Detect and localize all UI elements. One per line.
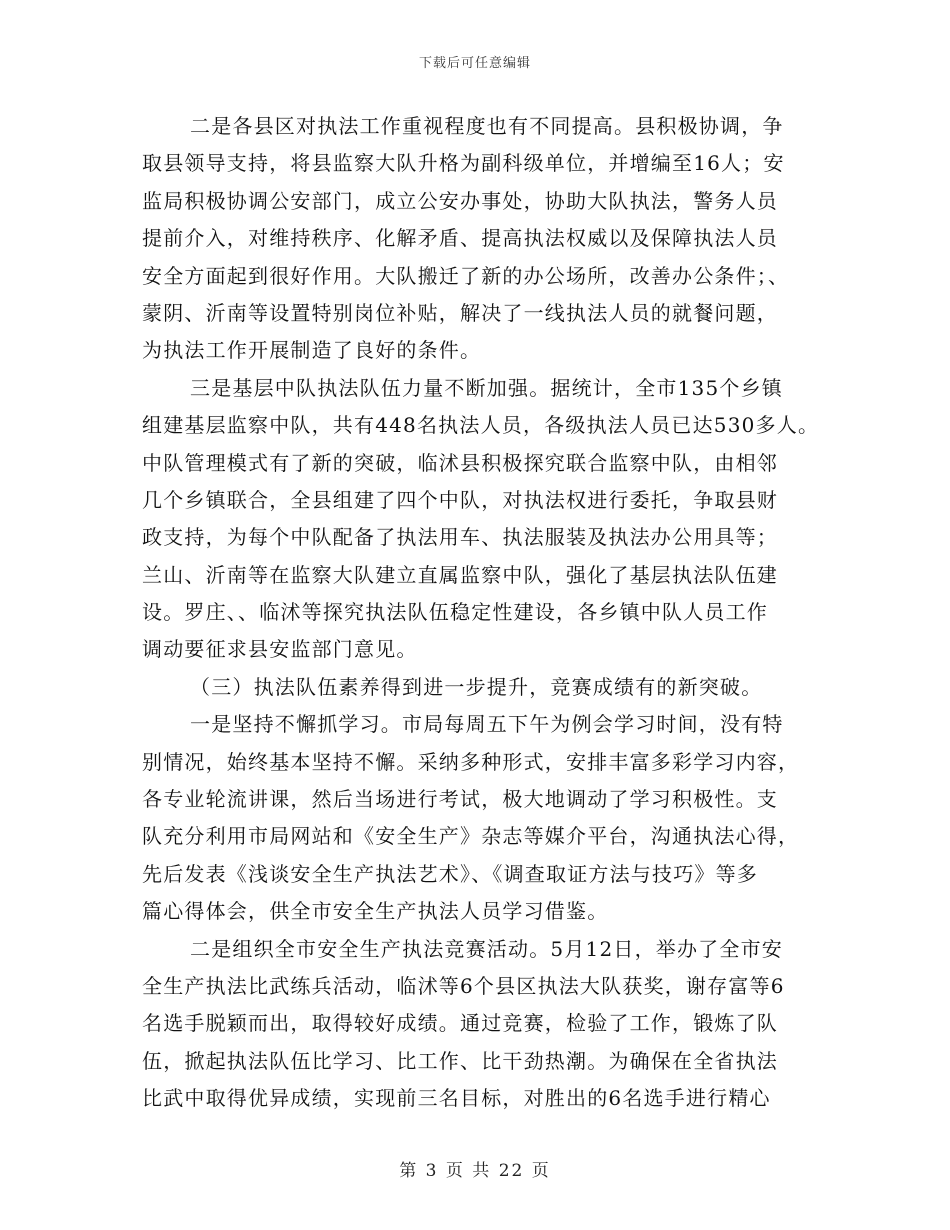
text-line: 提前介入，对维持秩序、化解矛盾、提高执法权威以及保障执法人员 — [142, 226, 778, 251]
text-line: 比武中取得优异成绩，实现前三名目标，对胜出的6名选手进行精心 — [142, 1086, 771, 1111]
text-line: 设。罗庄、、临沭等探究执法队伍稳定性建设，各乡镇中队人员工作 — [142, 600, 768, 625]
text-line: 调动要征求县安监部门意见。 — [142, 637, 418, 662]
page-header: 下载后可任意编辑 — [418, 56, 531, 71]
text-line: 二是组织全市安全生产执法竞赛活动。5月12日，举办了全市安 — [190, 936, 783, 961]
text-line: 几个乡镇联合，全县组建了四个中队，对执法权进行委托，争取县财 — [142, 487, 778, 512]
text-line: 组建基层监察中队，共有448名执法人员，各级执法人员已达530多人。 — [142, 413, 820, 438]
text-line: 各专业轮流讲课，然后当场进行考试，极大地调动了学习积极性。支 — [142, 787, 778, 812]
text-line: 别情况，始终基本坚持不懈。采纳多种形式，安排丰富多彩学习内容， — [142, 749, 800, 774]
text-line: 中队管理模式有了新的突破，临沭县积极探究联合监察中队，由相邻 — [142, 450, 778, 475]
text-line: 蒙阴、沂南等设置特别岗位补贴，解决了一线执法人员的就餐问题， — [142, 300, 778, 325]
text-line: 名选手脱颖而出，取得较好成绩。通过竞赛，检验了工作，锻炼了队 — [142, 1011, 778, 1036]
text-line: 取县领导支持，将县监察大队升格为副科级单位，并增编至16人；安 — [142, 151, 785, 176]
text-line: 为执法工作开展制造了良好的条件。 — [142, 338, 482, 363]
text-line: 兰山、沂南等在监察大队建立直属监察中队，强化了基层执法队伍建 — [142, 562, 778, 587]
text-line: 政支持，为每个中队配备了执法用车、执法服装及执法办公用具等； — [142, 525, 778, 550]
text-line: 队充分利用市局网站和《安全生产》杂志等媒介平台，沟通执法心得， — [142, 824, 800, 849]
text-line: 安全方面起到很好作用。大队搬迁了新的办公场所，改善办公条件；、 — [142, 263, 790, 288]
text-line: 全生产执法比武练兵活动，临沭等6个县区执法大队获奖，谢存富等6 — [142, 973, 785, 998]
text-line: 先后发表《浅谈安全生产执法艺术》、《调查取证方法与技巧》等多 — [142, 861, 758, 886]
text-line: 篇心得体会，供全市安全生产执法人员学习借鉴。 — [142, 899, 609, 924]
document-body — [142, 108, 832, 1118]
text-line: 监局积极协调公安部门，成立公安办事处，协助大队执法，警务人员 — [142, 188, 778, 213]
text-line: 伍，掀起执法队伍比学习、比工作、比干劲热潮。为确保在全省执法 — [142, 1048, 778, 1073]
page-number: 第 3 页 共 22 页 — [399, 1161, 551, 1181]
section-heading: （三）执法队伍素养得到进一步提升，竞赛成绩有的新突破。 — [190, 674, 763, 699]
text-line: 二是各县区对执法工作重视程度也有不同提高。县积极协调，争 — [190, 114, 784, 138]
text-line: 三是基层中队执法队伍力量不断加强。据统计，全市135个乡镇 — [190, 375, 783, 400]
text-line: 一是坚持不懈抓学习。市局每周五下午为例会学习时间，没有特 — [190, 712, 784, 737]
